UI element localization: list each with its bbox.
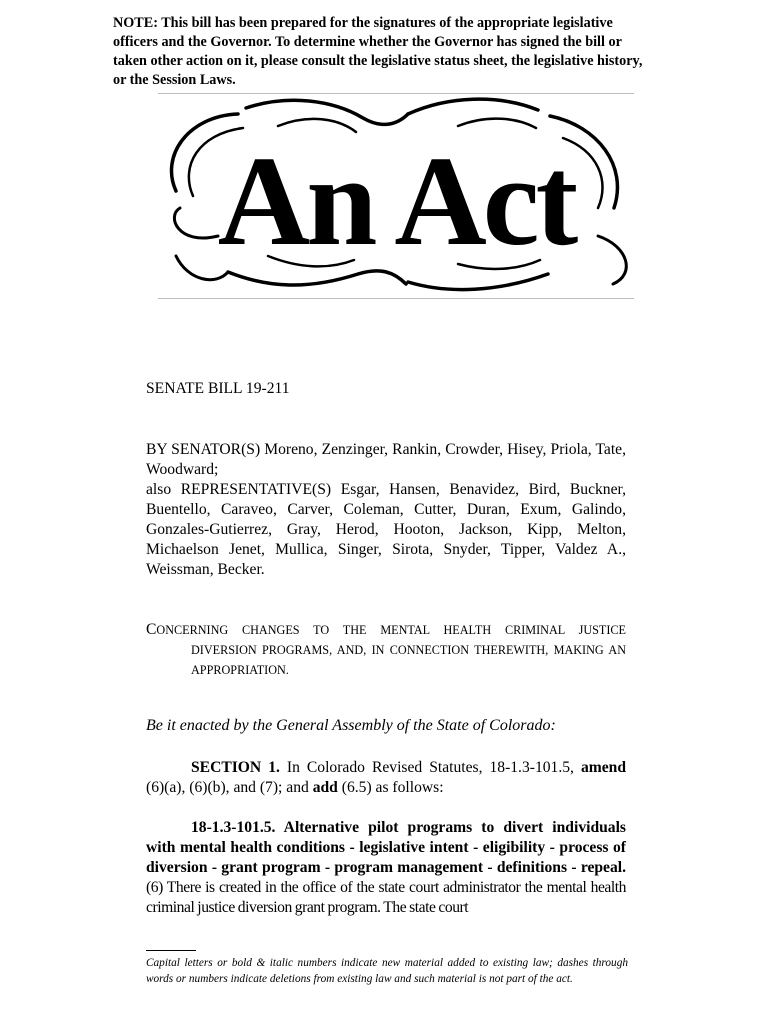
statute-body: (6) There is created in the office of the state court administrator the mental health criminal justice diversion grant program. The state court — [146, 879, 626, 916]
enacting-clause: Be it enacted by the General Assembly of the State of Colorado: — [146, 717, 556, 734]
bill-number: SENATE BILL 19-211 — [146, 380, 290, 397]
svg-text:An Act: An Act — [217, 130, 575, 272]
section-heading: SECTION 1. — [191, 759, 280, 776]
footnote: Capital letters or bold & italic numbers indicate new material added to existing law; dashes through words or numbers indicate deletions from existing law and such material is not part of the act. — [146, 957, 628, 985]
title-line-1: CONCERNING CHANGES TO THE MENTAL HEALTH CRIMINAL JUSTICE — [146, 621, 626, 638]
title-line-2: DIVERSION PROGRAMS, AND, IN CONNECTION THEREWITH, MAKING AN — [191, 643, 626, 657]
an-act-seal — [158, 96, 634, 296]
statute-text — [146, 818, 626, 918]
title-line-3: APPROPRIATION. — [191, 663, 289, 677]
add-keyword: add — [312, 779, 338, 796]
divider-top — [158, 93, 634, 94]
senate-sponsors: BY SENATOR(S) Moreno, Zenzinger, Rankin, Crowder, Hisey, Priola, Tate, Woodward; — [146, 441, 626, 478]
bill-title — [146, 620, 626, 680]
editorial-note: NOTE: This bill has been prepared for the signatures of the appropriate legislative officers and the Governor. To determine whether the Governor has signed the bill or taken other action on it, please consult the legislative status sheet, the legislative history, or the Session Laws. — [113, 15, 643, 88]
house-sponsors: also REPRESENTATIVE(S) Esgar, Hansen, Benavidez, Bird, Buckner, Buentello, Caraveo, Carver, Coleman, Cutter, Duran, Exum, Galindo, Gonzales-Gutierrez, Gray, Herod, Hooton, Jackson, Kipp, Melton, Michaelson Jenet, Mullica, Singer, Sirota, Snyder, Tipper, Valdez A., Weissman, Becker. — [146, 481, 626, 578]
statute-heading: 18-1.3-101.5. Alternative pilot programs to divert individuals with mental health conditions - legislative intent - eligibility - process of diversion - grant program - program management - definitions - repeal. — [146, 819, 626, 876]
footnote-rule — [146, 950, 196, 951]
divider-bottom — [158, 298, 634, 299]
amend-keyword: amend — [580, 759, 626, 776]
section-1: SECTION 1. In Colorado Revised Statutes, 18-1.3-101.5, amend (6)(a), (6)(b), and (7); and add (6.5) as follows: — [146, 759, 626, 796]
sponsors — [146, 440, 626, 580]
